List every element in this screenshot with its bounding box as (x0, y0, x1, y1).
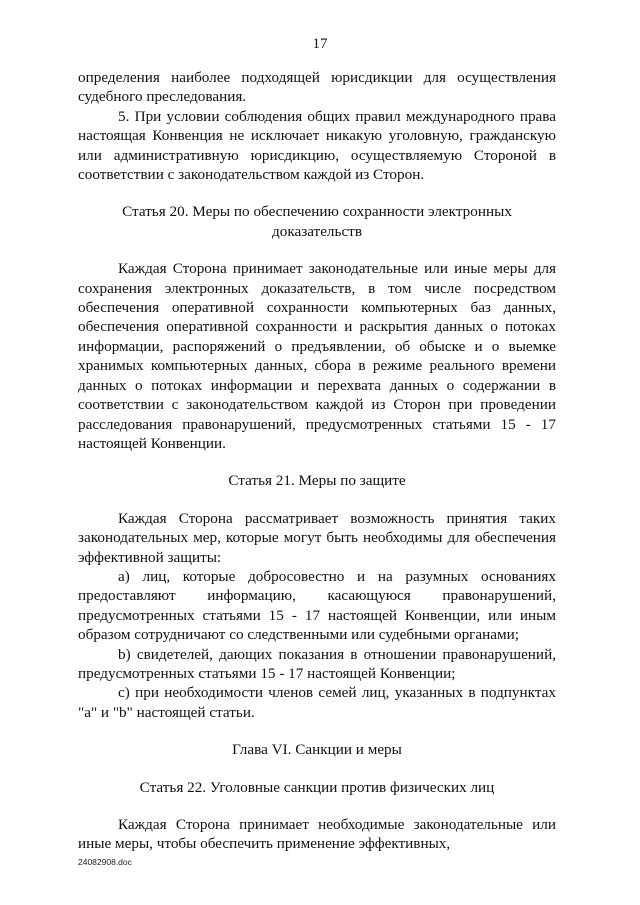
article-21-item-a: a) лиц, которые добросовестно и на разумных основаниях предоставляют информацию, касающуюся правонарушений, предусмотренных статьями 15 - 17 настоящей Конвенции, или иным образом сотрудничают со следственными или судебными органами; (78, 567, 556, 644)
article-21-item-c: c) при необходимости членов семей лиц, указанных в подпунктах "a" и "b" настоящей статьи. (78, 684, 556, 721)
page-number: 17 (312, 36, 328, 52)
paragraph-continuation: определения наиболее подходящей юрисдикции для осуществления судебного преследования. (78, 69, 556, 106)
article-22-text: Каждая Сторона принимает необходимые законодательные или иные меры, чтобы обеспечить применение эффективных, (78, 816, 556, 853)
article-21-intro: Каждая Сторона рассматривает возможность принятия таких законодательных мер, которые могут быть необходимы для обеспечения эффективной защиты: (78, 509, 556, 566)
article-20-text: Каждая Сторона принимает законодательные или иные меры для сохранения электронных доказательств, в том числе посредством обеспечения оперативной сохранности компьютерных баз данных, обеспечения оперативной сохранности и раскрытия данных о потоках информации, распоряжений о предъявлении, об обыске и о выемке хранимых компьютерных данных, сбора в режиме реального времени данных о потоках информации и перехвата данных о содержании в соответствии с законодательством каждой из Сторон при проведении расследования правонарушений, предусмотренных статьями 15 - 17 настоящей Конвенции. (78, 260, 556, 452)
article-21-heading: Статья 21. Меры по защите (228, 472, 406, 490)
file-name-footer: 24082908.doc (78, 857, 132, 867)
article-20-heading: Статья 20. Меры по обеспечению сохранности электронных доказательств (122, 203, 512, 240)
document-body (78, 68, 556, 854)
article-21-item-b: b) свидетелей, дающих показания в отношении правонарушений, предусмотренных статьями 15 - 17 настоящей Конвенции; (78, 645, 556, 682)
chapter-6-heading: Глава VI. Санкции и меры (232, 741, 402, 759)
paragraph-point-5: 5. При условии соблюдения общих правил международного права настоящая Конвенция не исключает никакую уголовную, гражданскую или административную юрисдикцию, осуществляемую Стороной в соответствии с законодательством каждой из Сторон. (78, 107, 556, 184)
article-22-heading: Статья 22. Уголовные санкции против физических лиц (139, 778, 495, 796)
